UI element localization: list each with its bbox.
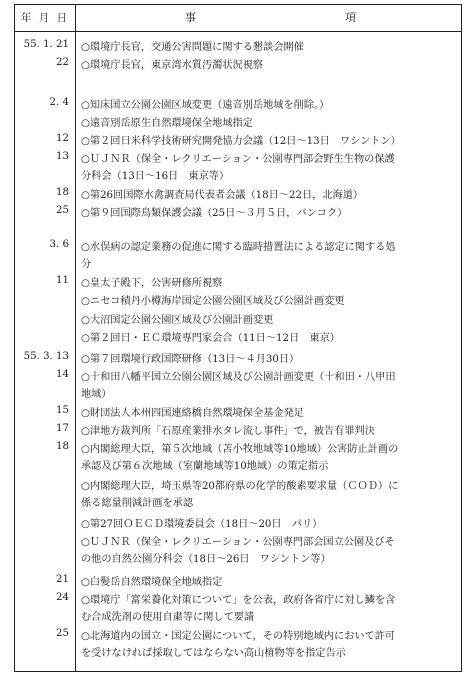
row-text: ○白髪岳自然環境保全地域指定 bbox=[81, 577, 223, 588]
row-date: 12 bbox=[56, 133, 69, 144]
row-text: ○内閣総理大臣，第５次地域（苫小牧地域等10地域）公害防止計画の 承認及び第６次地域（室蘭地域等10地域）の策定指示 bbox=[81, 444, 399, 472]
row-text: ○大沼国定公園公園区域及び公園計画変更 bbox=[81, 315, 274, 326]
row-text: ○財団法人本州四国連絡橋自然環境保全基金発足 bbox=[81, 408, 304, 419]
row-text: ○十和田八幡平国立公園公園区域及び公園計画変更（十和田・八甲田 地域） bbox=[81, 372, 396, 400]
row-date: 15 bbox=[56, 405, 69, 416]
row-text: ○第９回国際鳥類保護会議（25日～３月５日，バンコク） bbox=[81, 208, 348, 219]
row-date: 22 bbox=[56, 57, 69, 68]
row-text: ○ＵＪＮＲ（保全・レクリエーション・公園専門部会野生生物の保護 分科会（13日～16日 東京等） bbox=[81, 154, 395, 182]
row-date: 3. 6 bbox=[49, 239, 69, 250]
row-text: ○第２回日・ＥＣ環境専門家会合（11日～12日 東京） bbox=[81, 333, 340, 344]
row-text: ○環境庁長官，交通公害問題に関する懇談会開催 bbox=[81, 42, 304, 53]
header-event bbox=[75, 5, 461, 31]
row-date: 18 bbox=[56, 441, 69, 452]
row-date: 25 bbox=[56, 205, 69, 216]
row-text: ○ＵＪＮＲ（保全・レクリエーション・公園専門部会国立公園及びそ の他の自然公園分科会（18日～26日 ワシントン等） bbox=[81, 537, 395, 565]
header-event-char-2: 項 bbox=[345, 11, 356, 24]
row-text: ○水俣病の認定業務の促進に関する臨時措置法による認定に関する処 分 bbox=[81, 242, 396, 270]
row-text: ○環境庁長官，東京湾水質汚濁状況視察 bbox=[81, 60, 264, 71]
row-text: ○皇太子殿下，公害研修所視察 bbox=[81, 278, 223, 289]
row-date: 55. 1. 21 bbox=[23, 39, 69, 50]
row-text: ○第26回国際水禽調査局代表者会議（18日～22日，北海道） bbox=[81, 190, 364, 201]
row-date: 17 bbox=[56, 423, 69, 434]
header-date: 年 月 日 bbox=[20, 12, 70, 24]
chronology-table bbox=[14, 4, 462, 672]
row-text: ○津地方裁判所「石原産業排水タレ流し事件」で，被告有罪判決 bbox=[81, 426, 375, 437]
row-date: 21 bbox=[56, 574, 69, 585]
row-date: 14 bbox=[56, 369, 69, 380]
column-divider bbox=[75, 5, 76, 671]
row-text: ○第27回ＯＥＣＤ環境委員会（18日～20日 パリ） bbox=[81, 519, 323, 530]
row-date: 2. 4 bbox=[49, 97, 69, 108]
table-header bbox=[15, 5, 461, 32]
row-date: 24 bbox=[56, 592, 69, 603]
row-date: 13 bbox=[56, 151, 69, 162]
row-text: ○内閣総理大臣，埼玉県等20都府県の化学的酸素要求量（ＣＯＤ）に 係る総量削減計画を承認 bbox=[81, 481, 399, 509]
row-text: ○第７回環境行政国際研修（13日～４月30日） bbox=[81, 354, 300, 365]
row-text: ○北海道内の国立・国定公園について，その特別地域内において許可 を受けなければ採取してはならない高山植物等を指定告示 bbox=[81, 631, 396, 659]
row-date: 55. 3. 13 bbox=[23, 351, 69, 362]
row-date: 18 bbox=[56, 187, 69, 198]
row-text: ○知床国立公園公園区域変更（遠音別岳地域を削除。） bbox=[81, 100, 330, 111]
header-event-char-1: 事 bbox=[185, 11, 196, 24]
row-text: ○第２回日米科学技術研究開発協力会議（12日～13日 ワシントン） bbox=[81, 136, 401, 147]
row-date: 25 bbox=[56, 628, 69, 639]
row-text: ○遠音別岳原生自然環境保全地域指定 bbox=[81, 118, 253, 129]
row-text: ○ニセコ積丹小樽海岸国定公園公園区域及び公園計画変更 bbox=[81, 296, 345, 307]
row-date: 11 bbox=[56, 275, 69, 286]
row-text: ○環境庁「富栄養化対策について」を公表，政府各省庁に対し鱗を含 む合成洗剤の使用自粛等に関して要請 bbox=[81, 595, 396, 623]
